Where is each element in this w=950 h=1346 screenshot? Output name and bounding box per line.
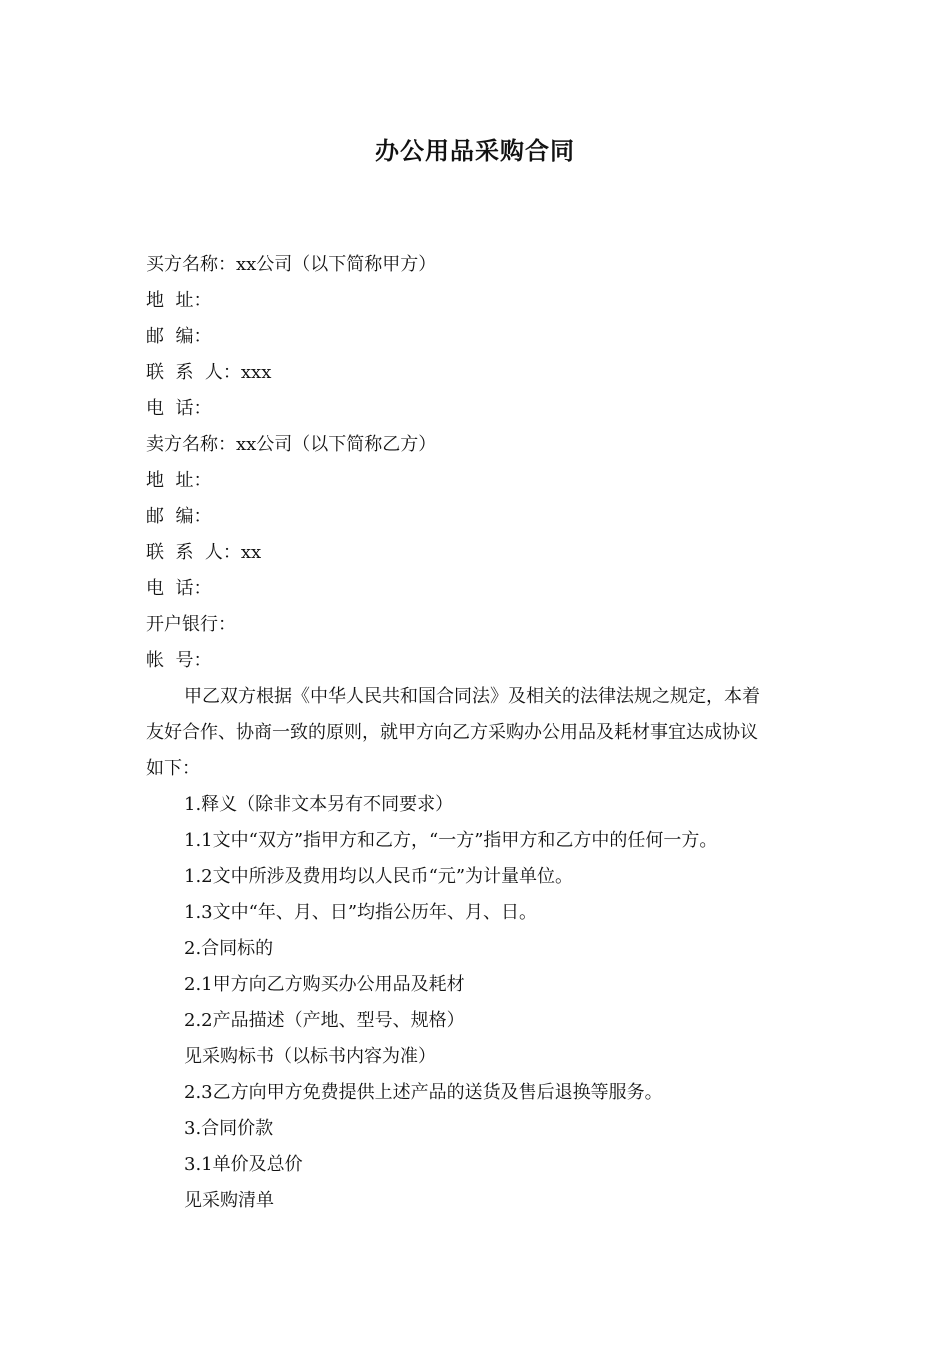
preamble-line-3: 如下： — [146, 758, 200, 779]
clause-3-1-note: 见采购清单 — [184, 1190, 274, 1211]
clause-2-2-note: 见采购标书（以标书内容为准） — [184, 1046, 436, 1067]
buyer-address-label: 地 址： — [146, 290, 212, 311]
seller-account-label: 帐 号： — [146, 650, 212, 671]
buyer-name-label: 买方名称： — [146, 254, 236, 275]
clause-3: 3.合同价款 — [184, 1118, 274, 1139]
clause-2-3: 2.3乙方向甲方免费提供上述产品的送货及售后退换等服务。 — [184, 1082, 663, 1103]
seller-address-line — [146, 463, 808, 499]
seller-bank-line — [146, 607, 808, 643]
buyer-postcode-label: 邮 编： — [146, 326, 212, 347]
buyer-phone-label: 电 话： — [146, 398, 212, 419]
buyer-name-value: xx公司（以下简称甲方） — [236, 254, 437, 275]
buyer-phone-line — [146, 391, 808, 427]
clause-2: 2.合同标的 — [184, 938, 274, 959]
seller-contact-label: 联 系 人： — [146, 542, 241, 563]
clause-3-1: 3.1单价及总价 — [184, 1154, 303, 1175]
seller-name-value: xx公司（以下简称乙方） — [236, 434, 437, 455]
buyer-address-line — [146, 283, 808, 319]
clause-1-3: 1.3文中“年、月、日”均指公历年、月、日。 — [184, 902, 538, 923]
seller-postcode-label: 邮 编： — [146, 506, 212, 527]
clause-2-2: 2.2产品描述（产地、型号、规格） — [184, 1010, 465, 1031]
clause-1-2: 1.2文中所涉及费用均以人民币“元”为计量单位。 — [184, 866, 574, 887]
buyer-name-line — [146, 247, 808, 283]
clause-1: 1.释义（除非文本另有不同要求） — [184, 794, 454, 815]
buyer-postcode-line — [146, 319, 808, 355]
seller-address-label: 地 址： — [146, 470, 212, 491]
seller-name-line — [146, 427, 808, 463]
buyer-contact-value: xxx — [240, 362, 272, 383]
seller-phone-label: 电 话： — [146, 578, 212, 599]
seller-account-line — [146, 643, 808, 679]
seller-name-label: 卖方名称： — [146, 434, 236, 455]
seller-postcode-line — [146, 499, 808, 535]
seller-contact-line — [146, 535, 808, 571]
clause-1-1: 1.1文中“双方”指甲方和乙方，“一方”指甲方和乙方中的任何一方。 — [184, 830, 718, 851]
document-body — [146, 247, 808, 1219]
preamble-line-1: 甲乙双方根据《中华人民共和国合同法》及相关的法律法规之规定，本着 — [184, 686, 760, 707]
seller-phone-line — [146, 571, 808, 607]
preamble-line-2: 友好合作、协商一致的原则，就甲方向乙方采购办公用品及耗材事宜达成协议 — [146, 722, 758, 743]
seller-bank-label: 开户银行： — [146, 614, 236, 635]
seller-contact-value: xx — [240, 542, 262, 563]
clause-2-1: 2.1甲方向乙方购买办公用品及耗材 — [184, 974, 465, 995]
buyer-contact-label: 联 系 人： — [146, 362, 241, 383]
document-title: 办公用品采购合同 — [375, 137, 575, 165]
buyer-contact-line — [146, 355, 808, 391]
